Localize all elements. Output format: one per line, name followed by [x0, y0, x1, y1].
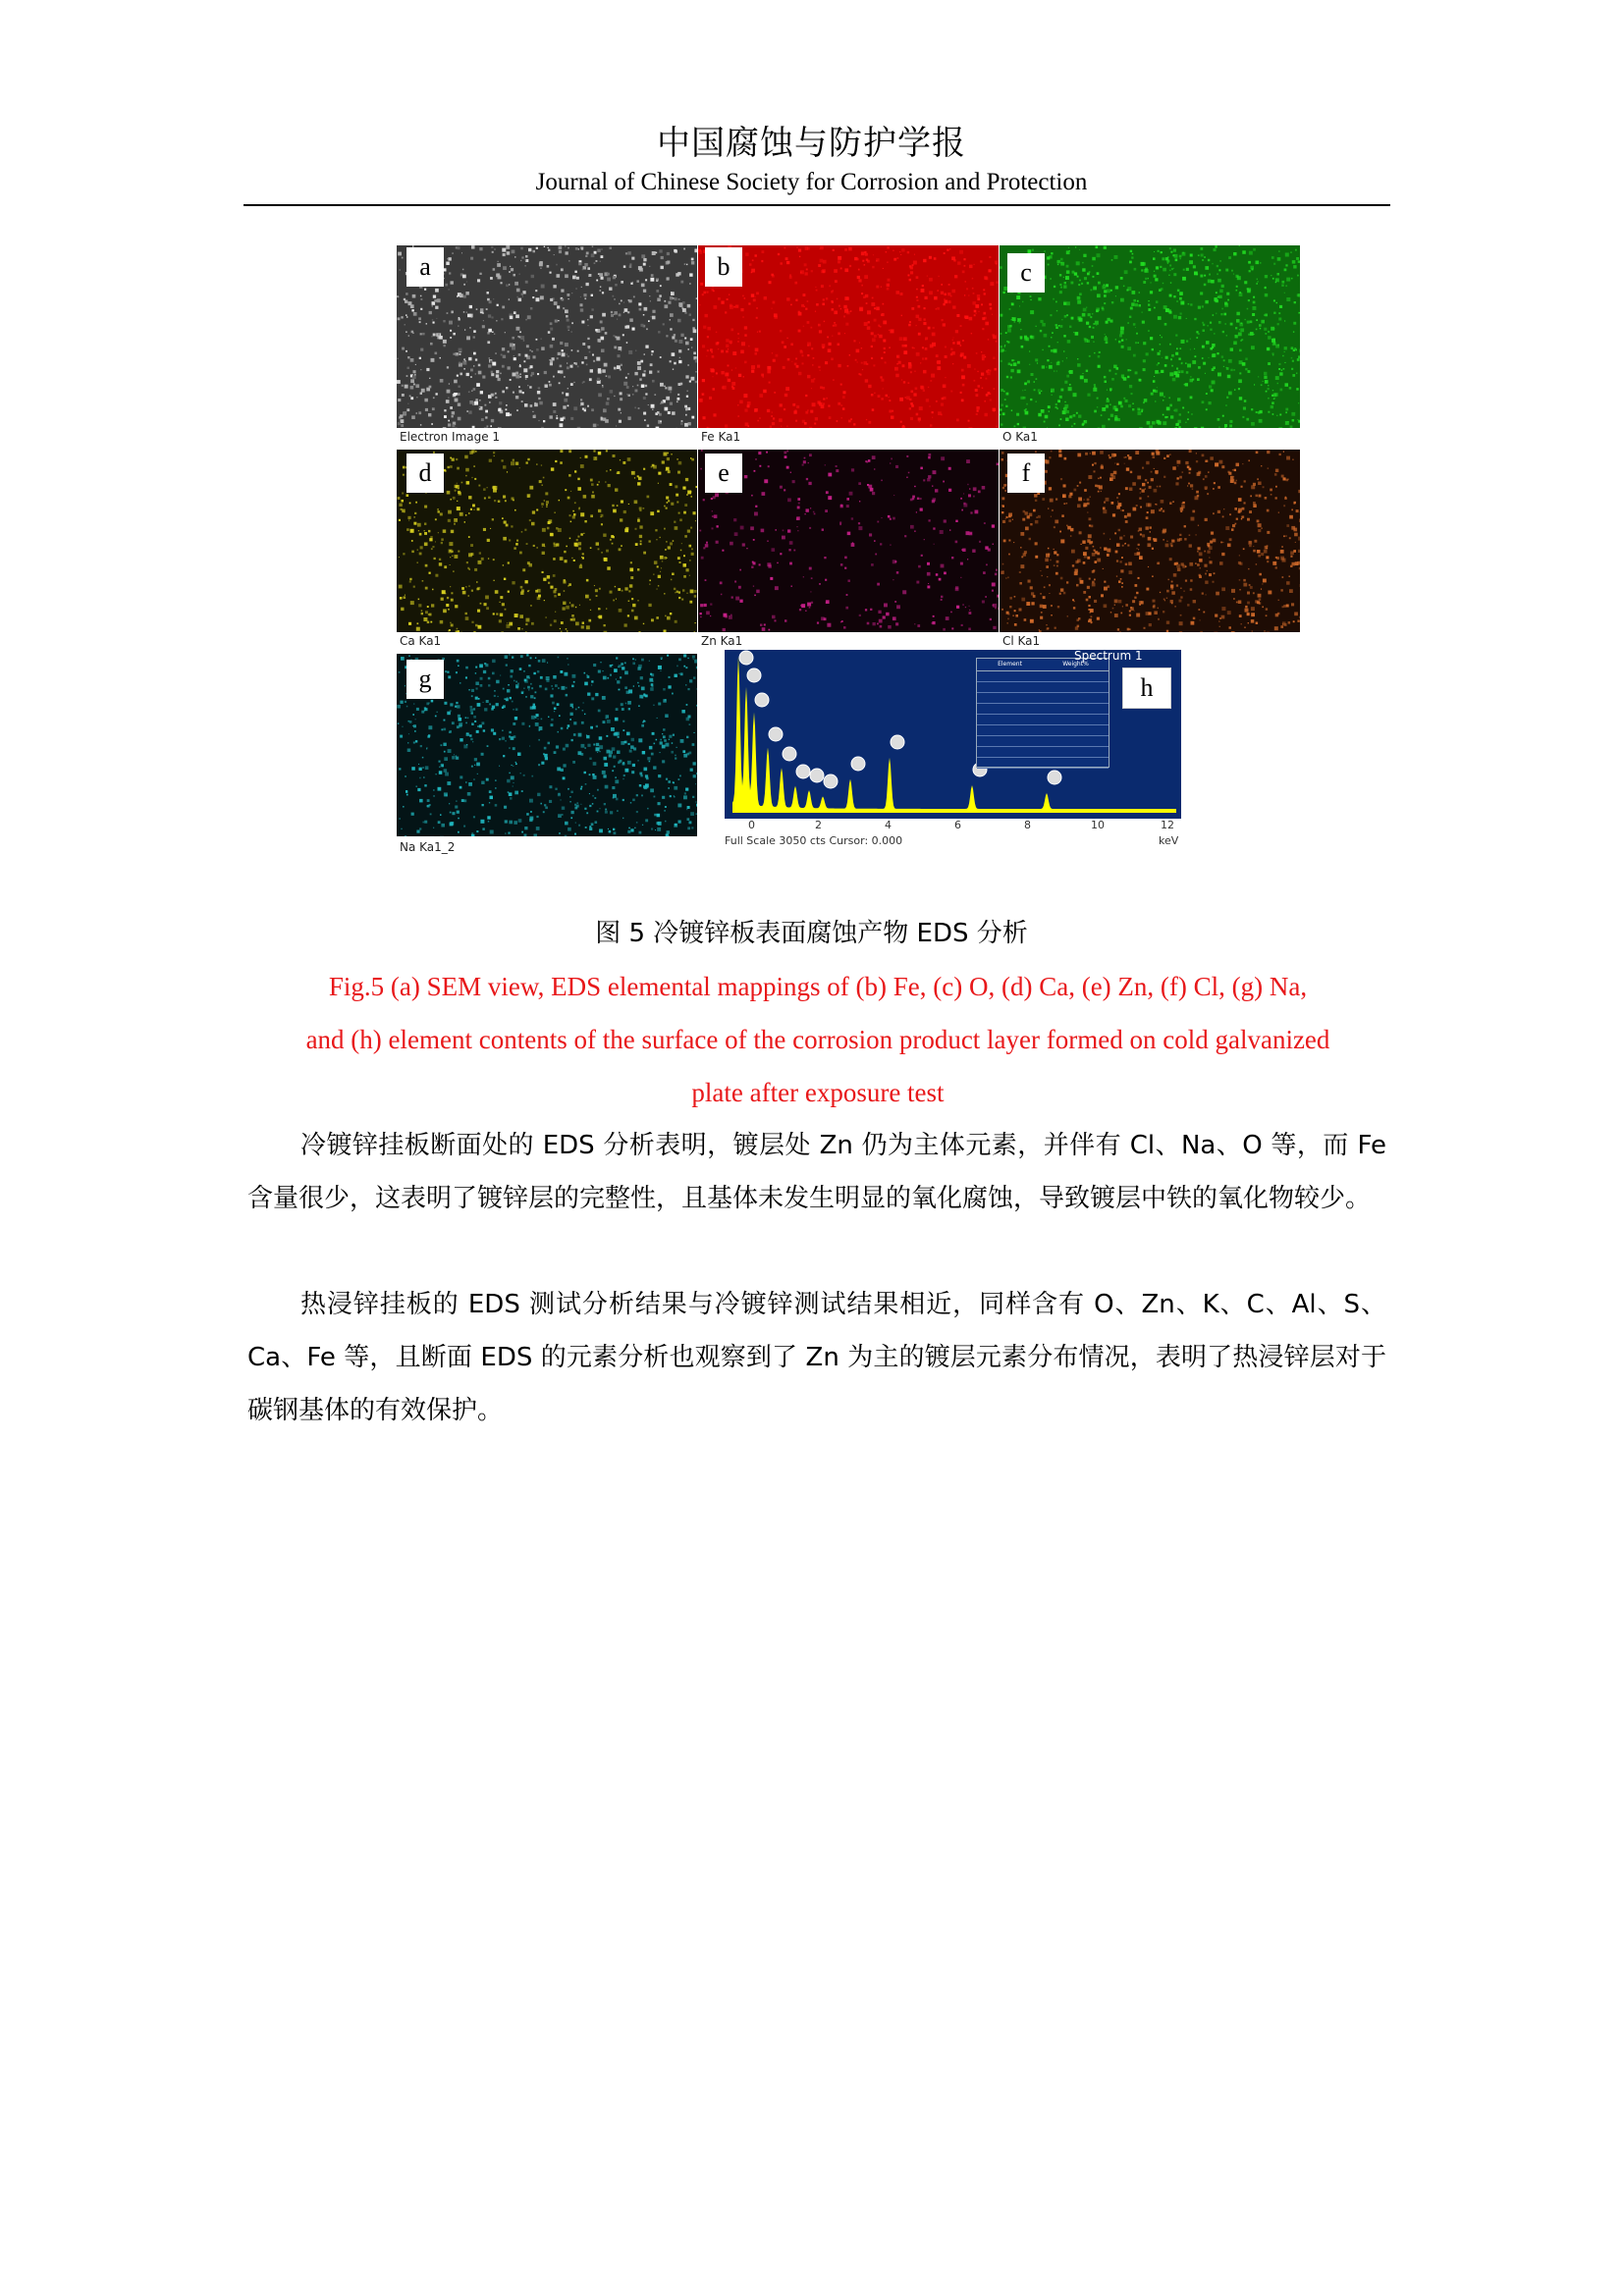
panel-label-f: f: [1007, 454, 1045, 493]
x-tick-0: 0: [748, 819, 755, 831]
body-paragraph-1: 冷镀锌挂板断面处的 EDS 分析表明，镀层处 Zn 仍为主体元素，并伴有 Cl、Na、O 等，而 Fe 含量很少，这表明了镀锌层的完整性，且基体未发生明显的氧化腐蚀，导致镀层中铁的氧化物较少。: [247, 1131, 1386, 1213]
panel-label-e: e: [705, 454, 742, 493]
header-divider: [243, 204, 1390, 206]
panel-caption-c: O Ka1: [1002, 430, 1038, 444]
spectrum-title: Spectrum 1: [1074, 650, 1143, 663]
x-tick-6: 6: [954, 819, 961, 831]
spectrum-x-axis: [725, 819, 1182, 856]
panel-label-d: d: [406, 454, 444, 493]
panel-e-zn-map: [698, 450, 999, 632]
panel-label-a: a: [406, 247, 444, 287]
panel-label-g: g: [406, 660, 444, 699]
panel-caption-b: Fe Ka1: [701, 430, 741, 444]
spectrum-footer: Full Scale 3050 cts Cursor: 0.000: [725, 834, 903, 847]
body-paragraph-2: 热浸锌挂板的 EDS 测试分析结果与冷镀锌测试结果相近，同样含有 O、Zn、K、C、Al、S、Ca、Fe 等，且断面 EDS 的元素分析也观察到了 Zn 为主的镀层元素分布情况，表明了热浸锌层对于碳钢基体的有效保护。: [247, 1290, 1386, 1425]
element-column-header: Element: [998, 661, 1022, 667]
figure-caption-en-line-2: and (h) element contents of the surface of the corrosion product layer formed on cold galvanized: [305, 1025, 1330, 1054]
element-table-rows: [977, 671, 1109, 769]
spectrum-unit: keV: [1159, 834, 1179, 847]
weight-column-header: Weight%: [1062, 661, 1089, 667]
figure-caption-cn: 图 5 冷镀锌板表面腐蚀产物 EDS 分析: [595, 919, 1028, 948]
spectrum-plot: [725, 650, 1181, 819]
x-tick-2: 2: [815, 819, 822, 831]
panel-caption-f: Cl Ka1: [1002, 634, 1041, 648]
x-tick-4: 4: [885, 819, 892, 831]
x-tick-12: 12: [1161, 819, 1174, 831]
figure-caption-en-line-3: plate after exposure test: [691, 1078, 945, 1107]
panel-b-fe-map: [698, 245, 999, 428]
panel-caption-g: Na Ka1_2: [400, 840, 456, 854]
panel-caption-d: Ca Ka1: [400, 634, 442, 648]
journal-title-cn: 中国腐蚀与防护学报: [657, 124, 966, 163]
x-tick-8: 8: [1024, 819, 1031, 831]
panel-caption-a: Electron Image 1: [400, 430, 501, 444]
panel-caption-e: Zn Ka1: [701, 634, 743, 648]
x-tick-10: 10: [1091, 819, 1105, 831]
panel-label-b: b: [705, 247, 742, 287]
panel-label-h: h: [1122, 667, 1171, 709]
panel-h-eds-spectrum: [725, 650, 1181, 819]
journal-title-en: Journal of Chinese Society for Corrosion and Protection: [535, 169, 1088, 195]
figure-caption-en-line-1: Fig.5 (a) SEM view, EDS elemental mappings of (b) Fe, (c) O, (d) Ca, (e) Zn, (f) Cl, (g) Na,: [328, 972, 1308, 1001]
panel-label-c: c: [1007, 253, 1045, 293]
element-table: [976, 658, 1109, 768]
zn-element-map: [698, 450, 999, 632]
fe-element-map: [698, 245, 999, 428]
